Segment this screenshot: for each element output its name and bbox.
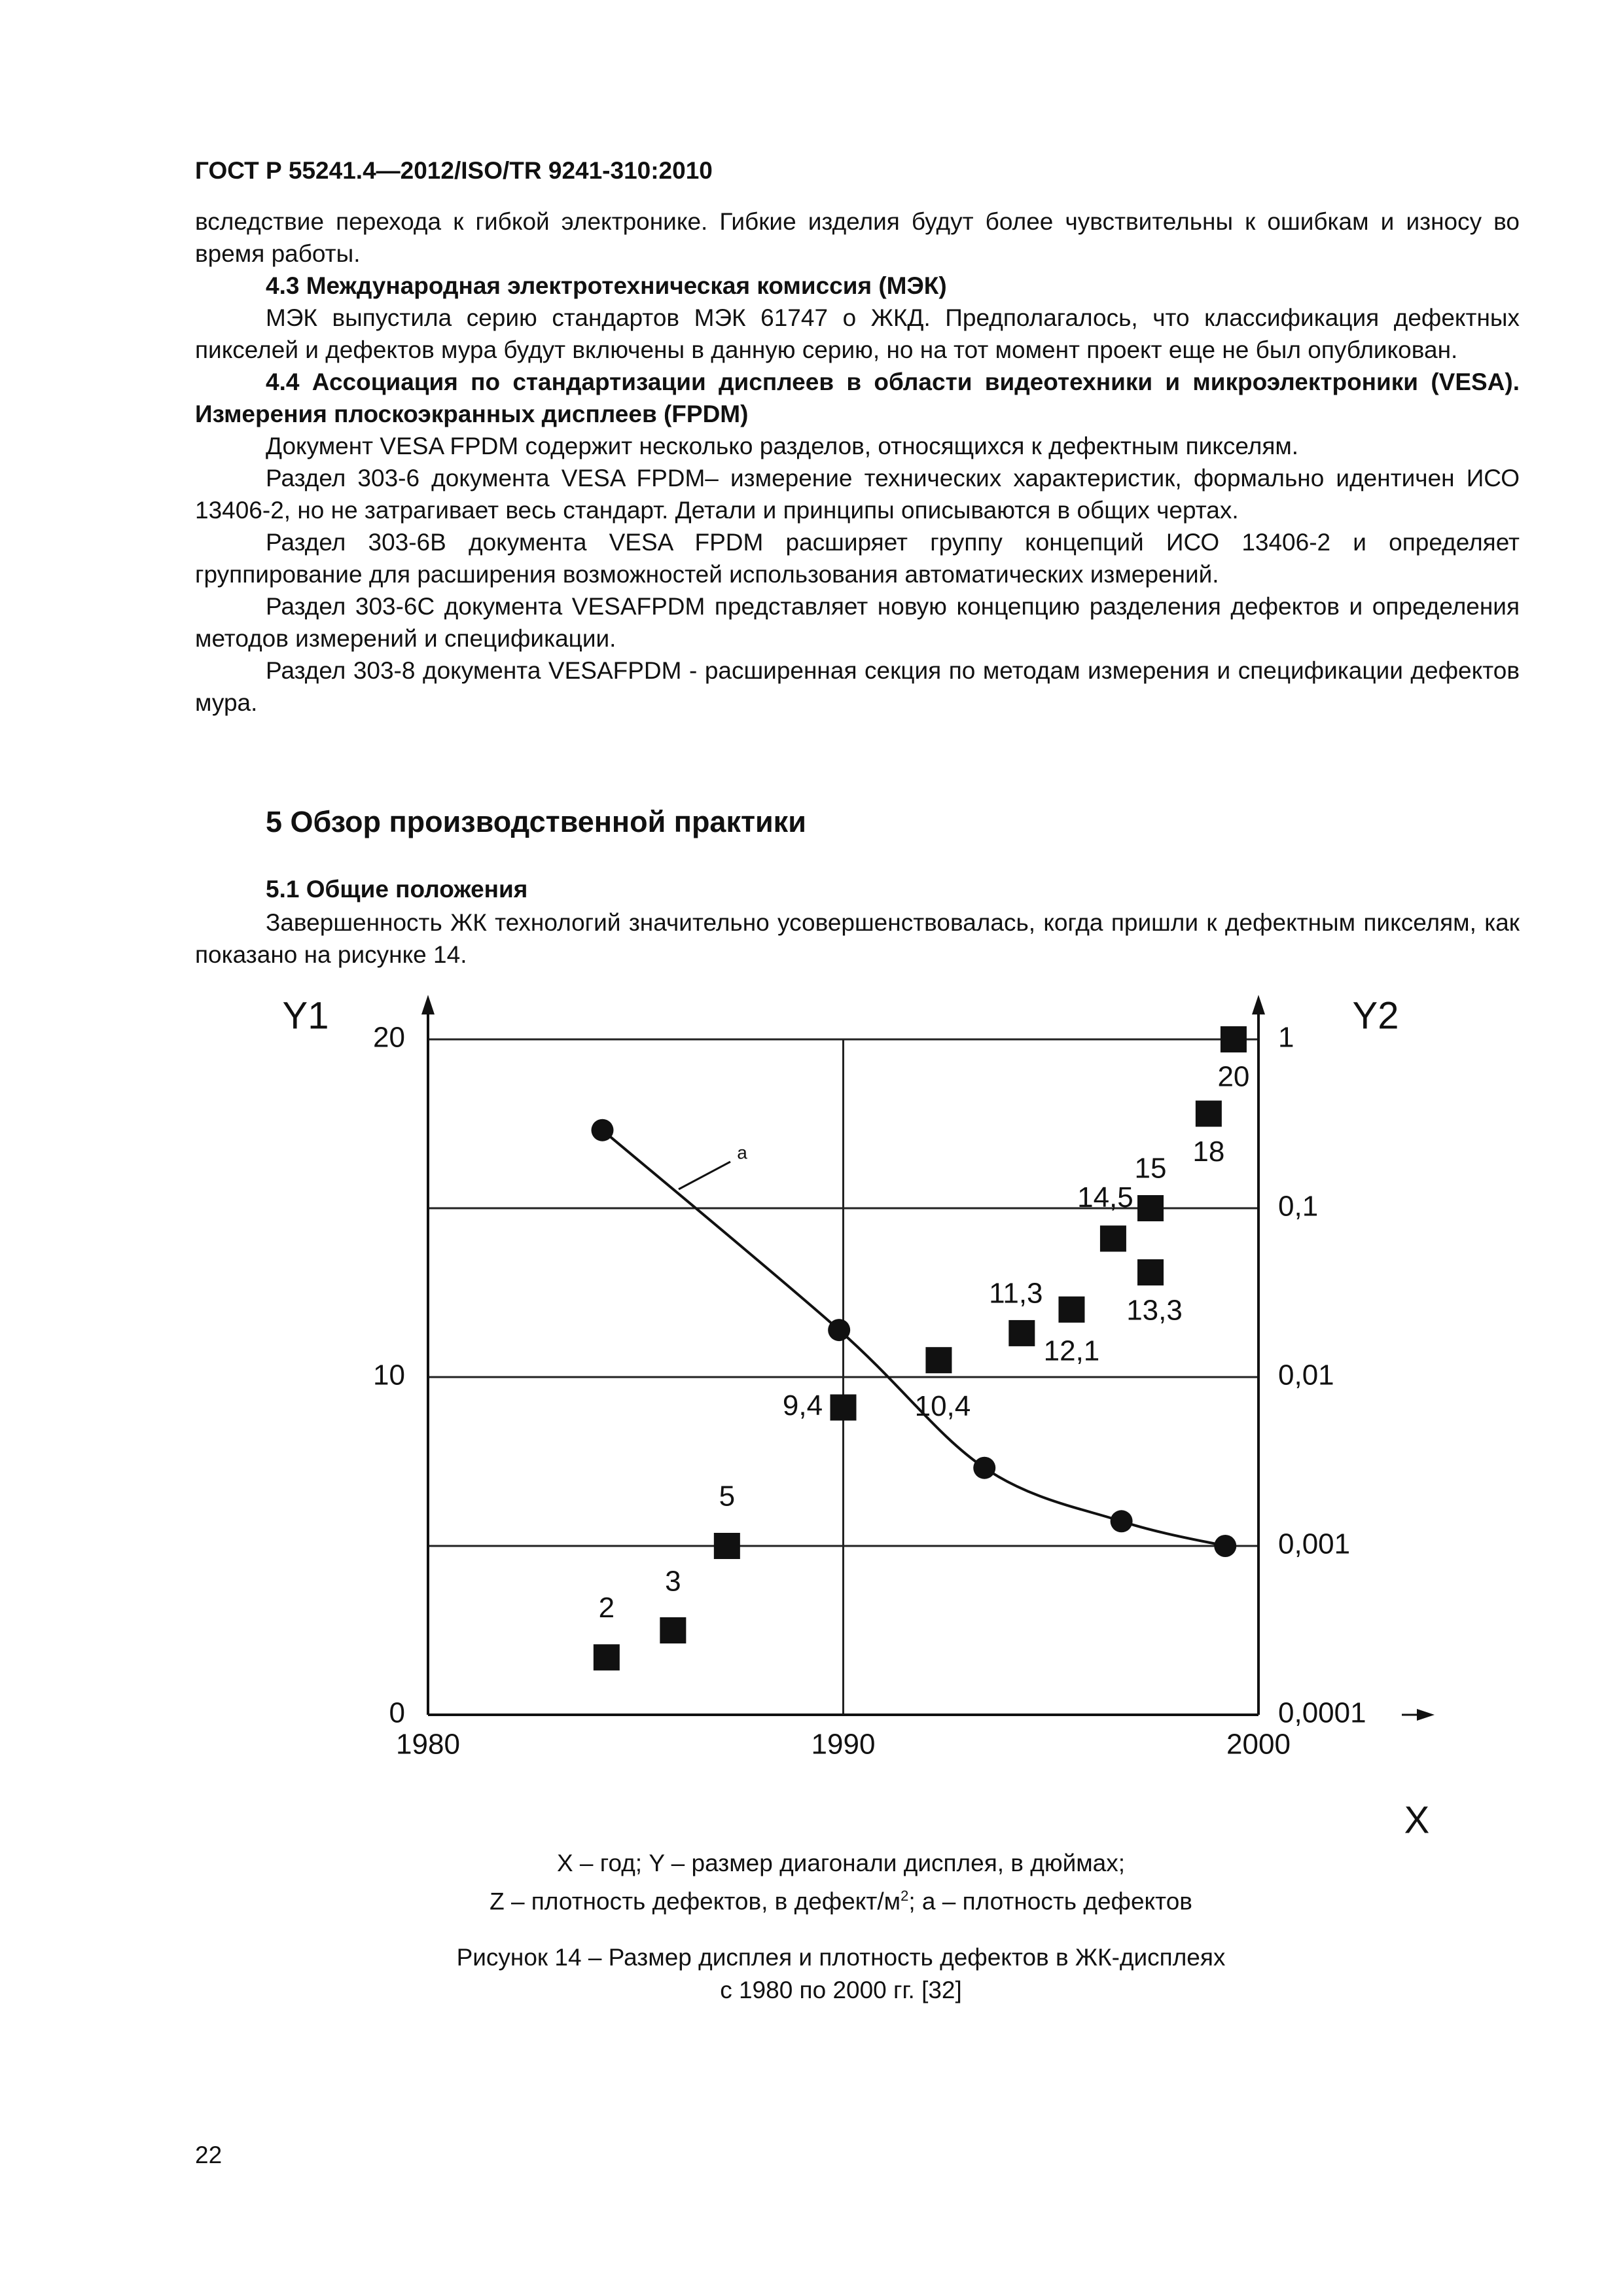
defect-density-point [1111,1510,1133,1532]
y1-axis-label: Y1 [282,994,329,1037]
display-size-point [594,1644,620,1670]
annotation-leader [679,1162,730,1189]
annotation-label: a [737,1142,747,1163]
defect-density-point [828,1319,850,1341]
data-label: 20 [1217,1060,1250,1093]
caption-line-2: с 1980 по 2000 гг. [32] [720,1977,962,2003]
display-size-point [1008,1320,1035,1346]
caption-line-1: Рисунок 14 – Размер дисплея и плотность дефектов в ЖК-дисплеях [456,1944,1226,1971]
figure-legend [0,1847,1623,1918]
x-tick-label: 2000 [1226,1728,1291,1761]
data-label: 13,3 [1126,1294,1183,1327]
display-size-point [830,1394,857,1420]
page-number: 22 [195,2142,223,2168]
display-size-point [660,1617,686,1643]
paragraph: Раздел 303-6 документа VESA FPDM– измерение технических характеристик, формально идентичен ИСО 13406-2, но не затрагивает весь стандарт. Детали и принципы описываются в общих чертах. [195,465,1520,524]
data-label: 14,5 [1077,1181,1133,1214]
paragraph: МЭК выпустила серию стандартов МЭК 61747 о ЖКД. Предполагалось, что классификация дефектных пикселей и дефектов мура будут включены в данную серию, но на тот момент проект еще не был опубликован. [195,304,1520,363]
paragraph: Завершенность ЖК технологий значительно усовершенствовалась, когда пришли к дефектным пикселям, как показано на рисунке 14. [195,909,1520,968]
defect-density-point [591,1119,613,1141]
subsection-heading: 5.1 Общие положения [266,876,528,903]
legend-line-2 [0,1880,1623,1918]
data-label: 11,3 [989,1277,1043,1310]
display-size-point [1058,1297,1084,1323]
section-heading: 5 Обзор производственной практики [266,805,806,838]
data-label: 2 [598,1591,615,1624]
y2-tick-label: 0,0001 [1278,1696,1366,1729]
subsection-heading: 4.3 Международная электротехническая комиссия (МЭК) [266,272,947,299]
y2-tick-label: 0,1 [1278,1190,1319,1223]
display-size-point [925,1347,952,1373]
data-label: 15 [1134,1152,1167,1185]
data-label: 3 [665,1565,681,1598]
y2-tick-label: 0,001 [1278,1528,1351,1560]
display-size-point [1196,1101,1222,1127]
paragraph: Раздел 303-6С документа VESAFPDM представляет новую концепцию разделения дефектов и определения методов измерений и спецификации. [195,593,1520,652]
data-label: 9,4 [782,1390,823,1422]
y1-tick-label: 0 [389,1696,405,1729]
paragraph: Документ VESA FPDM содержит несколько разделов, относящихся к дефектным пикселям. [266,433,1299,459]
y1-tick-label: 10 [373,1359,405,1391]
x-axis-label: X [1404,1799,1430,1842]
display-size-point [1100,1225,1126,1251]
legend-sup: 2 [901,1888,909,1904]
document-header: ГОСТ Р 55241.4—2012/ISO/TR 9241-310:2010 [195,157,713,184]
x-tick-label: 1980 [396,1728,460,1761]
y2-axis-arrow-icon [1252,995,1265,1014]
paragraph: Раздел 303-8 документа VESAFPDM - расширенная секция по методам измерения и спецификации дефектов мура. [195,657,1520,716]
y2-axis-label: Y2 [1352,994,1399,1037]
data-label: 10,4 [914,1390,971,1422]
defect-density-point [973,1457,995,1479]
data-label: 18 [1192,1136,1225,1168]
y1-tick-label: 20 [373,1021,405,1054]
x-axis-arrow-icon [1417,1709,1435,1721]
display-size-point [1137,1259,1164,1285]
data-label: 12,1 [1043,1335,1100,1367]
legend-text: Z – плотность дефектов, в дефект/м [490,1888,901,1915]
legend-text: ; а – плотность дефектов [908,1888,1192,1915]
defect-density-point [1214,1535,1236,1557]
display-size-point [714,1533,740,1559]
figure-caption [0,1941,1623,2007]
y2-tick-label: 0,01 [1278,1359,1334,1391]
subsection-heading: 4.4 Ассоциация по стандартизации дисплеев в области видеотехники и микроэлектроники (VESA). Измерения плоскоэкранных дисплеев (FPDM) [195,368,1520,427]
y2-tick-label: 1 [1278,1021,1294,1054]
paragraph: Раздел 303-6В документа VESA FPDM расширяет группу концепций ИСО 13406-2 и определяет группирование для расширения возможностей использования автоматических измерений. [195,529,1520,588]
paragraph: вследствие перехода к гибкой электронике. Гибкие изделия будут более чувствительны к ошибкам и износу во время работы. [195,208,1520,267]
x-tick-label: 1990 [811,1728,876,1761]
legend-line-1: X – год; Y – размер диагонали дисплея, в дюймах; [556,1850,1126,1876]
data-label: 5 [719,1480,736,1513]
display-size-point [1221,1026,1247,1052]
display-size-point [1137,1195,1164,1221]
y1-axis-arrow-icon [421,995,435,1014]
